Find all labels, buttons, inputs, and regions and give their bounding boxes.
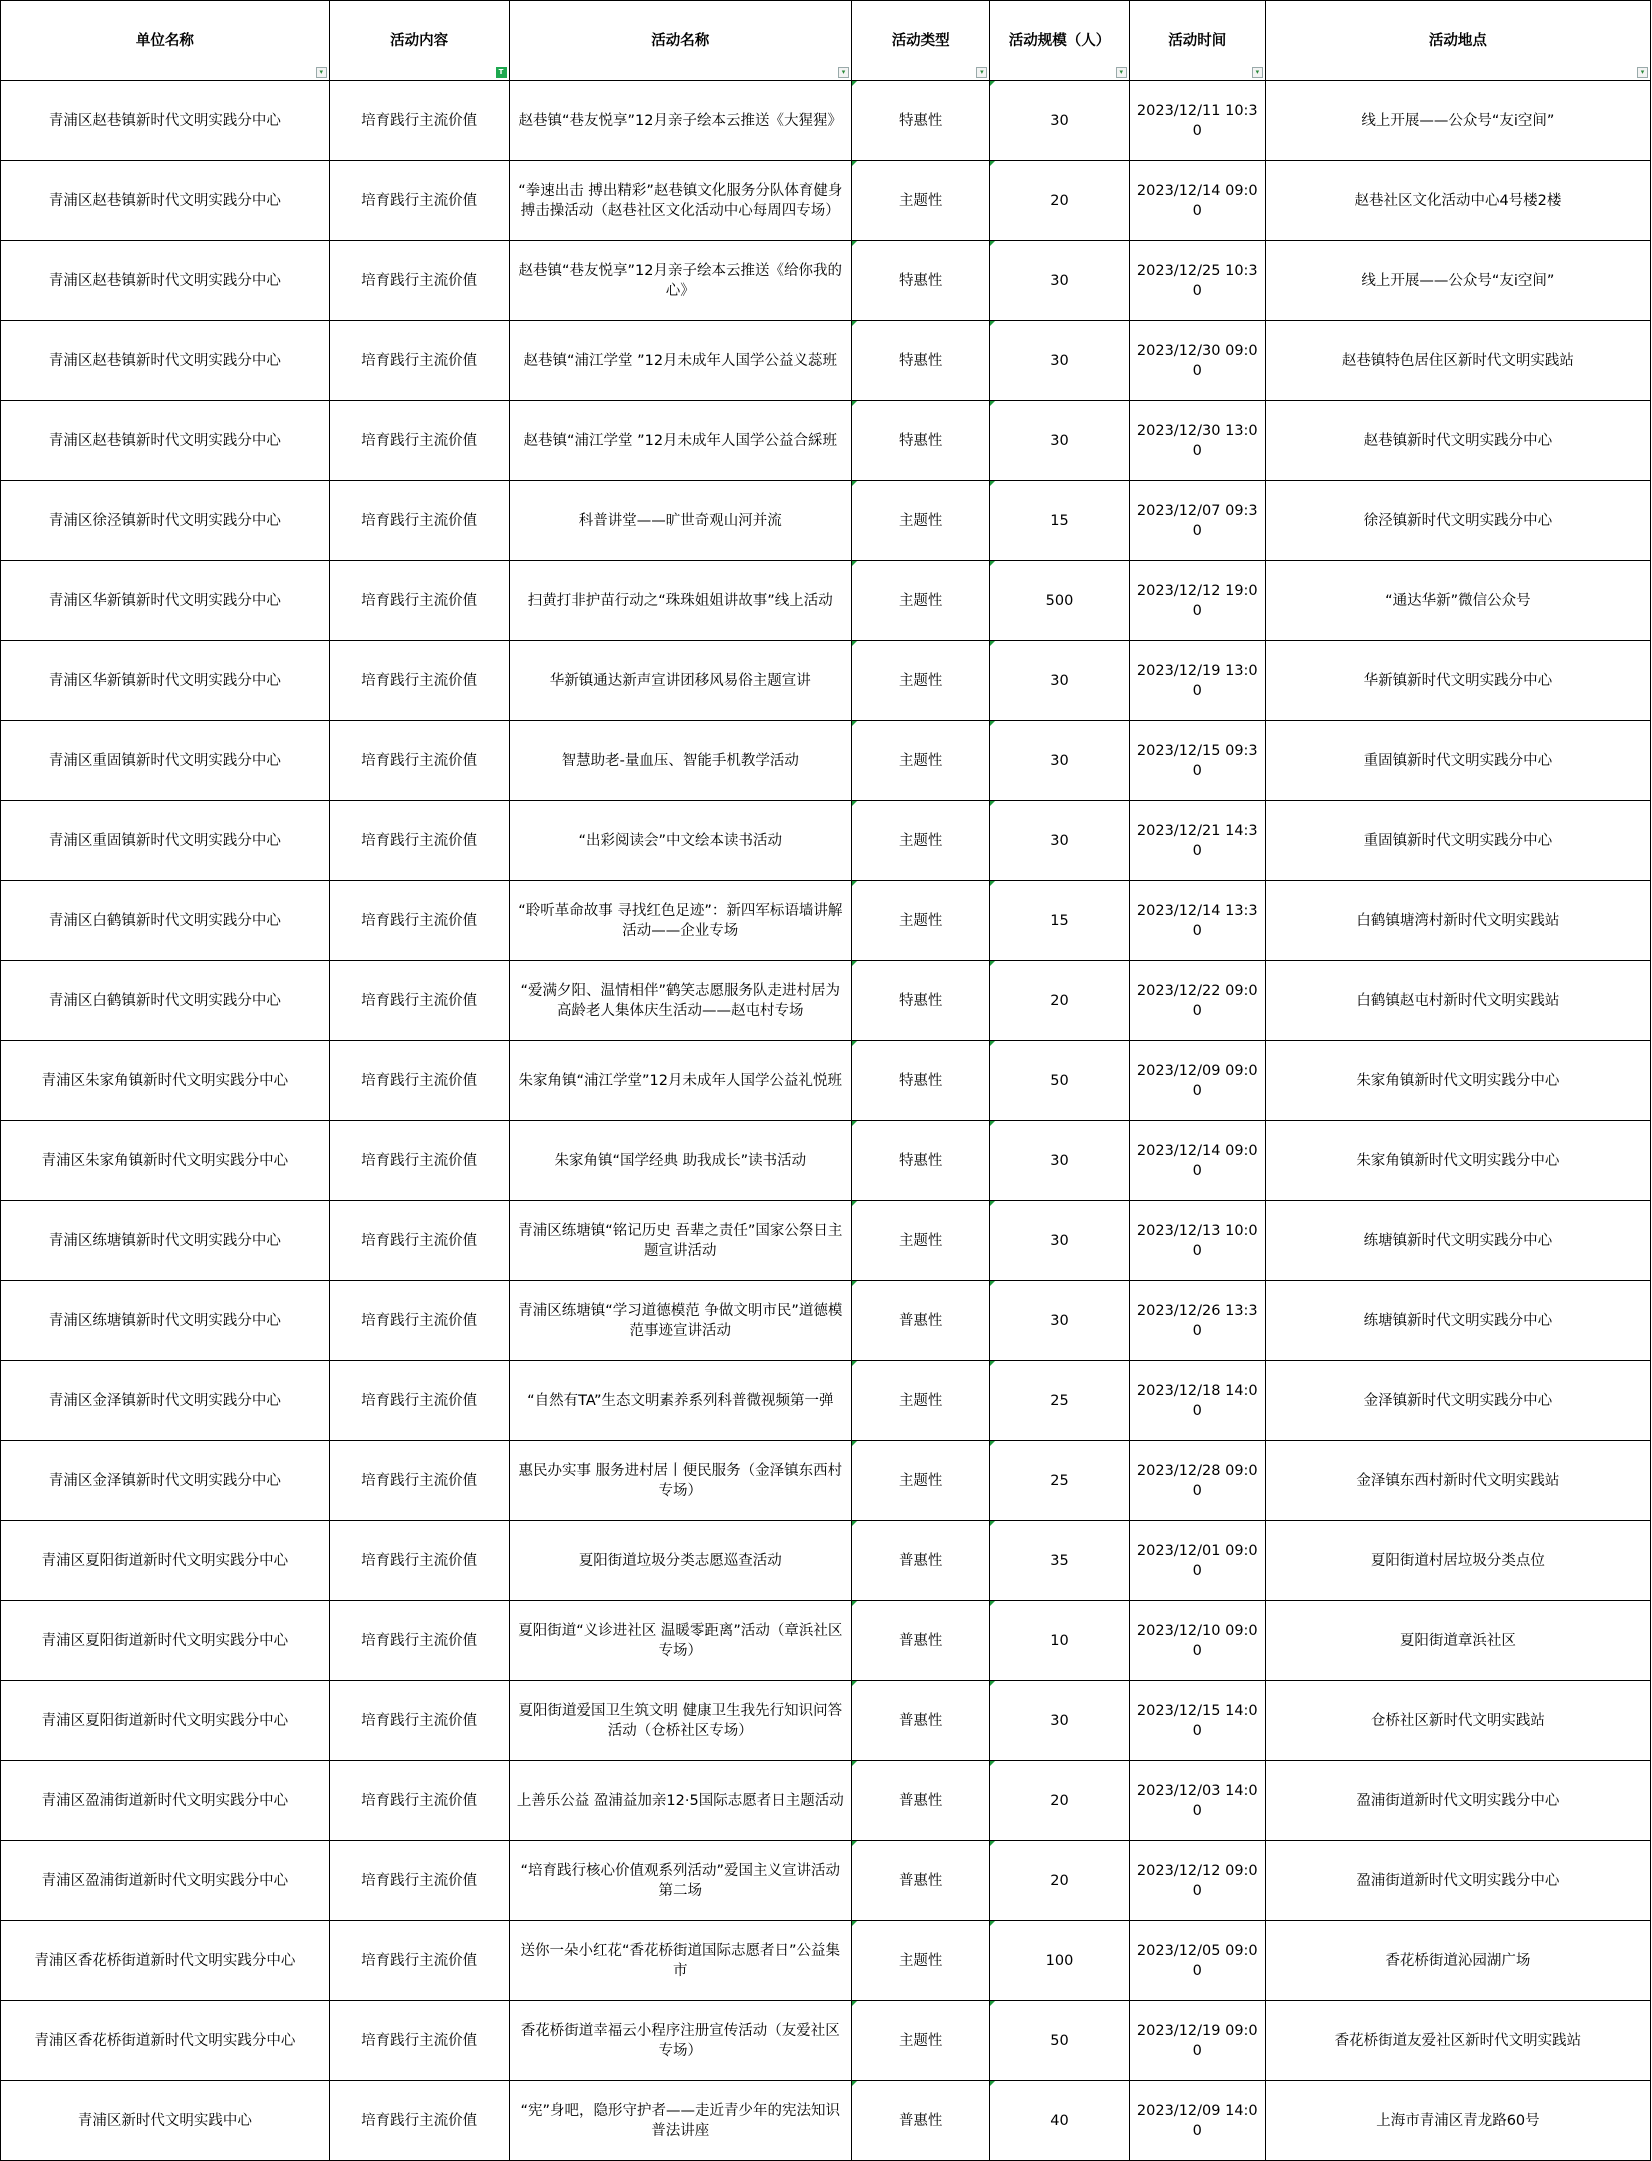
scale-cell[interactable]: 30 xyxy=(990,1121,1129,1201)
unit-name-cell[interactable]: 青浦区重固镇新时代文明实践分中心 xyxy=(1,801,330,881)
filter-dropdown-icon[interactable]: ▾ xyxy=(1252,67,1263,78)
cell-indicator-icon xyxy=(990,81,995,86)
cell-indicator-icon xyxy=(990,1441,995,1446)
scale-cell[interactable]: 500 xyxy=(990,561,1129,641)
cell-indicator-icon xyxy=(852,1761,857,1766)
activity-name-cell[interactable]: 扫黄打非护苗行动之“珠珠姐姐讲故事”线上活动 xyxy=(509,561,852,641)
activity-name-cell[interactable]: 青浦区练塘镇“铭记历史 吾辈之责任”国家公祭日主题宣讲活动 xyxy=(509,1201,852,1281)
cell-indicator-icon xyxy=(852,401,857,406)
scale-cell[interactable]: 50 xyxy=(990,2001,1129,2081)
cell-indicator-icon xyxy=(990,561,995,566)
activity-type-cell[interactable]: 普惠性 xyxy=(852,1761,990,1841)
cell-indicator-icon xyxy=(852,561,857,566)
activity-type-cell[interactable]: 主题性 xyxy=(852,1361,990,1441)
time-cell[interactable]: 2023/12/30 09:00 xyxy=(1129,321,1265,401)
activity-name-cell[interactable]: 华新镇通达新声宣讲团移风易俗主题宣讲 xyxy=(509,641,852,721)
location-cell[interactable]: 朱家角镇新时代文明实践分中心 xyxy=(1265,1041,1650,1121)
activity-type-cell[interactable]: 特惠性 xyxy=(852,241,990,321)
location-cell[interactable]: 赵巷镇特色居住区新时代文明实践站 xyxy=(1265,321,1650,401)
activity-type-cell[interactable]: 特惠性 xyxy=(852,1121,990,1201)
scale-cell[interactable]: 15 xyxy=(990,481,1129,561)
header-label: 活动规模（人） xyxy=(1008,32,1111,49)
time-cell[interactable]: 2023/12/10 09:00 xyxy=(1129,1601,1265,1681)
location-cell[interactable]: 金泽镇新时代文明实践分中心 xyxy=(1265,1361,1650,1441)
content-cell[interactable]: 培育践行主流价值 xyxy=(329,2081,509,2161)
location-cell[interactable]: 香花桥街道友爱社区新时代文明实践站 xyxy=(1265,2001,1650,2081)
table-row xyxy=(1,2081,1651,2161)
time-cell[interactable]: 2023/12/12 09:00 xyxy=(1129,1841,1265,1921)
cell-indicator-icon xyxy=(990,1361,995,1366)
location-cell[interactable]: 线上开展——公众号“友i空间” xyxy=(1265,81,1650,161)
location-cell[interactable]: 练塘镇新时代文明实践分中心 xyxy=(1265,1281,1650,1361)
location-cell[interactable]: 夏阳街道村居垃圾分类点位 xyxy=(1265,1521,1650,1601)
scale-cell[interactable]: 30 xyxy=(990,1201,1129,1281)
content-cell[interactable]: 培育践行主流价值 xyxy=(329,1601,509,1681)
activity-name-cell[interactable]: “拳速出击 搏出精彩”赵巷镇文化服务分队体育健身搏击操活动（赵巷社区文化活动中心每周四专场） xyxy=(509,161,852,241)
content-cell[interactable]: 培育践行主流价值 xyxy=(329,1761,509,1841)
time-cell[interactable]: 2023/12/09 14:00 xyxy=(1129,2081,1265,2161)
activity-type-cell[interactable]: 普惠性 xyxy=(852,1681,990,1761)
cell-indicator-icon xyxy=(990,401,995,406)
scale-cell[interactable]: 30 xyxy=(990,1281,1129,1361)
table-row xyxy=(1,81,1651,161)
unit-name-cell[interactable]: 青浦区赵巷镇新时代文明实践分中心 xyxy=(1,321,330,401)
time-cell[interactable]: 2023/12/15 09:30 xyxy=(1129,721,1265,801)
cell-indicator-icon xyxy=(852,1841,857,1846)
activity-type-cell[interactable]: 普惠性 xyxy=(852,2081,990,2161)
location-cell[interactable]: 徐泾镇新时代文明实践分中心 xyxy=(1265,481,1650,561)
scale-cell[interactable]: 20 xyxy=(990,961,1129,1041)
scale-cell[interactable]: 25 xyxy=(990,1361,1129,1441)
scale-cell[interactable]: 30 xyxy=(990,401,1129,481)
header-label: 活动名称 xyxy=(651,32,710,49)
header-content xyxy=(329,1,509,81)
activity-type-cell[interactable]: 主题性 xyxy=(852,721,990,801)
unit-name-cell[interactable]: 青浦区白鹤镇新时代文明实践分中心 xyxy=(1,881,330,961)
time-cell[interactable]: 2023/12/12 19:00 xyxy=(1129,561,1265,641)
table-row xyxy=(1,561,1651,641)
header-label: 活动时间 xyxy=(1168,32,1227,49)
scale-cell[interactable]: 50 xyxy=(990,1041,1129,1121)
activity-name-cell[interactable]: 智慧助老-量血压、智能手机教学活动 xyxy=(509,721,852,801)
unit-name-cell[interactable]: 青浦区朱家角镇新时代文明实践分中心 xyxy=(1,1041,330,1121)
filter-dropdown-icon[interactable]: ▾ xyxy=(316,67,327,78)
table-row xyxy=(1,1521,1651,1601)
cell-indicator-icon xyxy=(990,161,995,166)
activity-name-cell[interactable]: “爱满夕阳、温情相伴”鹤笑志愿服务队走进村居为高龄老人集体庆生活动——赵屯村专场 xyxy=(509,961,852,1041)
activity-name-cell[interactable]: 夏阳街道爱国卫生筑文明 健康卫生我先行知识问答活动（仓桥社区专场） xyxy=(509,1681,852,1761)
content-cell[interactable]: 培育践行主流价值 xyxy=(329,561,509,641)
cell-indicator-icon xyxy=(852,241,857,246)
unit-name-cell[interactable]: 青浦区赵巷镇新时代文明实践分中心 xyxy=(1,401,330,481)
activity-type-cell[interactable]: 主题性 xyxy=(852,481,990,561)
table-row xyxy=(1,1841,1651,1921)
content-cell[interactable]: 培育践行主流价值 xyxy=(329,241,509,321)
unit-name-cell[interactable]: 青浦区金泽镇新时代文明实践分中心 xyxy=(1,1441,330,1521)
time-cell[interactable]: 2023/12/30 13:00 xyxy=(1129,401,1265,481)
unit-name-cell[interactable]: 青浦区白鹤镇新时代文明实践分中心 xyxy=(1,961,330,1041)
content-cell[interactable]: 培育践行主流价值 xyxy=(329,641,509,721)
location-cell[interactable]: 线上开展——公众号“友i空间” xyxy=(1265,241,1650,321)
content-cell[interactable]: 培育践行主流价值 xyxy=(329,721,509,801)
activity-type-cell[interactable]: 普惠性 xyxy=(852,1601,990,1681)
location-cell[interactable]: 香花桥街道沁园湖广场 xyxy=(1265,1921,1650,2001)
cell-indicator-icon xyxy=(852,1521,857,1526)
cell-indicator-icon xyxy=(990,1601,995,1606)
table-row xyxy=(1,321,1651,401)
cell-indicator-icon xyxy=(990,721,995,726)
activity-name-cell[interactable]: 赵巷镇“浦江学堂 ”12月未成年人国学公益义蕊班 xyxy=(509,321,852,401)
activity-type-cell[interactable]: 主题性 xyxy=(852,641,990,721)
location-cell[interactable]: 重固镇新时代文明实践分中心 xyxy=(1265,721,1650,801)
table-row xyxy=(1,1201,1651,1281)
activity-type-cell[interactable]: 主题性 xyxy=(852,1921,990,2001)
activity-name-cell[interactable]: 上善乐公益 盈浦益加亲12·5国际志愿者日主题活动 xyxy=(509,1761,852,1841)
activity-type-cell[interactable]: 普惠性 xyxy=(852,1281,990,1361)
activity-name-cell[interactable]: 科普讲堂——旷世奇观山河并流 xyxy=(509,481,852,561)
scale-cell[interactable]: 20 xyxy=(990,161,1129,241)
location-cell[interactable]: 白鹤镇塘湾村新时代文明实践站 xyxy=(1265,881,1650,961)
time-cell[interactable]: 2023/12/11 10:30 xyxy=(1129,81,1265,161)
header-scale xyxy=(990,1,1129,81)
scale-cell[interactable]: 30 xyxy=(990,721,1129,801)
cell-indicator-icon xyxy=(852,1041,857,1046)
content-cell[interactable]: 培育践行主流价值 xyxy=(329,2001,509,2081)
activity-name-cell[interactable]: 青浦区练塘镇“学习道德模范 争做文明市民”道德模范事迹宣讲活动 xyxy=(509,1281,852,1361)
unit-name-cell[interactable]: 青浦区盈浦街道新时代文明实践分中心 xyxy=(1,1841,330,1921)
time-cell[interactable]: 2023/12/28 09:00 xyxy=(1129,1441,1265,1521)
time-cell[interactable]: 2023/12/07 09:30 xyxy=(1129,481,1265,561)
cell-indicator-icon xyxy=(990,1681,995,1686)
content-cell[interactable]: 培育践行主流价值 xyxy=(329,161,509,241)
cell-indicator-icon xyxy=(852,801,857,806)
unit-name-cell[interactable]: 青浦区夏阳街道新时代文明实践分中心 xyxy=(1,1521,330,1601)
table-row xyxy=(1,1921,1651,2001)
cell-indicator-icon xyxy=(990,641,995,646)
activity-type-cell[interactable]: 特惠性 xyxy=(852,321,990,401)
content-cell[interactable]: 培育践行主流价值 xyxy=(329,1841,509,1921)
unit-name-cell[interactable]: 青浦区香花桥街道新时代文明实践分中心 xyxy=(1,1921,330,2001)
scale-cell[interactable]: 10 xyxy=(990,1601,1129,1681)
active-filter-icon[interactable]: T xyxy=(496,67,507,78)
cell-indicator-icon xyxy=(990,1201,995,1206)
unit-name-cell[interactable]: 青浦区金泽镇新时代文明实践分中心 xyxy=(1,1361,330,1441)
table-row xyxy=(1,1361,1651,1441)
time-cell[interactable]: 2023/12/15 14:00 xyxy=(1129,1681,1265,1761)
scale-cell[interactable]: 100 xyxy=(990,1921,1129,2001)
activity-type-cell[interactable]: 普惠性 xyxy=(852,1521,990,1601)
unit-name-cell[interactable]: 青浦区华新镇新时代文明实践分中心 xyxy=(1,641,330,721)
time-cell[interactable]: 2023/12/25 10:30 xyxy=(1129,241,1265,321)
content-cell[interactable]: 培育践行主流价值 xyxy=(329,1361,509,1441)
unit-name-cell[interactable]: 青浦区重固镇新时代文明实践分中心 xyxy=(1,721,330,801)
table-row xyxy=(1,1681,1651,1761)
time-cell[interactable]: 2023/12/01 09:00 xyxy=(1129,1521,1265,1601)
content-cell[interactable]: 培育践行主流价值 xyxy=(329,961,509,1041)
time-cell[interactable]: 2023/12/05 09:00 xyxy=(1129,1921,1265,2001)
cell-indicator-icon xyxy=(990,881,995,886)
cell-indicator-icon xyxy=(990,1521,995,1526)
cell-indicator-icon xyxy=(852,641,857,646)
cell-indicator-icon xyxy=(852,161,857,166)
activity-name-cell[interactable]: 赵巷镇“巷友悦享”12月亲子绘本云推送《大猩猩》 xyxy=(509,81,852,161)
unit-name-cell[interactable]: 青浦区徐泾镇新时代文明实践分中心 xyxy=(1,481,330,561)
cell-indicator-icon xyxy=(852,1681,857,1686)
unit-name-cell[interactable]: 青浦区练塘镇新时代文明实践分中心 xyxy=(1,1201,330,1281)
time-cell[interactable]: 2023/12/19 13:00 xyxy=(1129,641,1265,721)
unit-name-cell[interactable]: 青浦区练塘镇新时代文明实践分中心 xyxy=(1,1281,330,1361)
scale-cell[interactable]: 40 xyxy=(990,2081,1129,2161)
cell-indicator-icon xyxy=(990,321,995,326)
table-row xyxy=(1,641,1651,721)
unit-name-cell[interactable]: 青浦区夏阳街道新时代文明实践分中心 xyxy=(1,1681,330,1761)
activity-name-cell[interactable]: “自然有TA”生态文明素养系列科普微视频第一弹 xyxy=(509,1361,852,1441)
activity-type-cell[interactable]: 特惠性 xyxy=(852,961,990,1041)
time-cell[interactable]: 2023/12/13 10:00 xyxy=(1129,1201,1265,1281)
content-cell[interactable]: 培育践行主流价值 xyxy=(329,801,509,881)
table-row xyxy=(1,241,1651,321)
header-activity-name xyxy=(509,1,852,81)
scale-cell[interactable]: 30 xyxy=(990,81,1129,161)
filter-dropdown-icon[interactable]: ▾ xyxy=(1116,67,1127,78)
table-row xyxy=(1,161,1651,241)
table-row xyxy=(1,1041,1651,1121)
cell-indicator-icon xyxy=(990,481,995,486)
cell-indicator-icon xyxy=(852,1361,857,1366)
unit-name-cell[interactable]: 青浦区赵巷镇新时代文明实践分中心 xyxy=(1,161,330,241)
content-cell[interactable]: 培育践行主流价值 xyxy=(329,1041,509,1121)
header-label: 活动地点 xyxy=(1428,32,1487,49)
activity-type-cell[interactable]: 主题性 xyxy=(852,2001,990,2081)
table-row xyxy=(1,801,1651,881)
unit-name-cell[interactable]: 青浦区赵巷镇新时代文明实践分中心 xyxy=(1,81,330,161)
activity-name-cell[interactable]: 夏阳街道“义诊进社区 温暖零距离”活动（章浜社区专场） xyxy=(509,1601,852,1681)
location-cell[interactable]: 赵巷社区文化活动中心4号楼2楼 xyxy=(1265,161,1650,241)
content-cell[interactable]: 培育践行主流价值 xyxy=(329,481,509,561)
location-cell[interactable]: 夏阳街道章浜社区 xyxy=(1265,1601,1650,1681)
header-activity-type xyxy=(852,1,990,81)
activity-name-cell[interactable]: 送你一朵小红花“香花桥街道国际志愿者日”公益集市 xyxy=(509,1921,852,2001)
unit-name-cell[interactable]: 青浦区新时代文明实践中心 xyxy=(1,2081,330,2161)
activity-type-cell[interactable]: 主题性 xyxy=(852,1441,990,1521)
header-unit-name xyxy=(1,1,330,81)
cell-indicator-icon xyxy=(990,241,995,246)
scale-cell[interactable]: 30 xyxy=(990,241,1129,321)
cell-indicator-icon xyxy=(990,1281,995,1286)
cell-indicator-icon xyxy=(990,1841,995,1846)
content-cell[interactable]: 培育践行主流价值 xyxy=(329,401,509,481)
filter-dropdown-icon[interactable]: ▾ xyxy=(1637,67,1648,78)
cell-indicator-icon xyxy=(852,2001,857,2006)
table-row xyxy=(1,481,1651,561)
cell-indicator-icon xyxy=(852,2081,857,2086)
time-cell[interactable]: 2023/12/19 09:00 xyxy=(1129,2001,1265,2081)
activity-name-cell[interactable]: 惠民办实事 服务进村居丨便民服务（金泽镇东西村专场） xyxy=(509,1441,852,1521)
activity-type-cell[interactable]: 主题性 xyxy=(852,881,990,961)
cell-indicator-icon xyxy=(990,961,995,966)
header-row xyxy=(1,1,1651,81)
activity-name-cell[interactable]: “宪”身吧，隐形守护者——走近青少年的宪法知识普法讲座 xyxy=(509,2081,852,2161)
cell-indicator-icon xyxy=(852,1281,857,1286)
scale-cell[interactable]: 20 xyxy=(990,1841,1129,1921)
cell-indicator-icon xyxy=(852,81,857,86)
unit-name-cell[interactable]: 青浦区华新镇新时代文明实践分中心 xyxy=(1,561,330,641)
activity-name-cell[interactable]: “聆听革命故事 寻找红色足迹”：新四军标语墙讲解活动——企业专场 xyxy=(509,881,852,961)
header-location xyxy=(1265,1,1650,81)
activity-type-cell[interactable]: 主题性 xyxy=(852,561,990,641)
header-label: 活动内容 xyxy=(390,32,449,49)
table-row xyxy=(1,1281,1651,1361)
filter-dropdown-icon[interactable]: ▾ xyxy=(838,67,849,78)
location-cell[interactable]: 仓桥社区新时代文明实践站 xyxy=(1265,1681,1650,1761)
activity-type-cell[interactable]: 主题性 xyxy=(852,801,990,881)
header-label: 活动类型 xyxy=(891,32,950,49)
cell-indicator-icon xyxy=(852,721,857,726)
activity-name-cell[interactable]: 朱家角镇“国学经典 助我成长”读书活动 xyxy=(509,1121,852,1201)
unit-name-cell[interactable]: 青浦区夏阳街道新时代文明实践分中心 xyxy=(1,1601,330,1681)
activity-name-cell[interactable]: 香花桥街道幸福云小程序注册宣传活动（友爱社区专场） xyxy=(509,2001,852,2081)
unit-name-cell[interactable]: 青浦区朱家角镇新时代文明实践分中心 xyxy=(1,1121,330,1201)
cell-indicator-icon xyxy=(990,1761,995,1766)
content-cell[interactable]: 培育践行主流价值 xyxy=(329,81,509,161)
cell-indicator-icon xyxy=(852,961,857,966)
unit-name-cell[interactable]: 青浦区赵巷镇新时代文明实践分中心 xyxy=(1,241,330,321)
cell-indicator-icon xyxy=(852,1201,857,1206)
time-cell[interactable]: 2023/12/26 13:30 xyxy=(1129,1281,1265,1361)
cell-indicator-icon xyxy=(852,1121,857,1126)
time-cell[interactable]: 2023/12/14 09:00 xyxy=(1129,161,1265,241)
table-row xyxy=(1,721,1651,801)
location-cell[interactable]: 练塘镇新时代文明实践分中心 xyxy=(1265,1201,1650,1281)
scale-cell[interactable]: 35 xyxy=(990,1521,1129,1601)
cell-indicator-icon xyxy=(990,1921,995,1926)
table-row xyxy=(1,2001,1651,2081)
header-time xyxy=(1129,1,1265,81)
cell-indicator-icon xyxy=(990,1121,995,1126)
location-cell[interactable]: “通达华新”微信公众号 xyxy=(1265,561,1650,641)
cell-indicator-icon xyxy=(852,881,857,886)
scale-cell[interactable]: 30 xyxy=(990,641,1129,721)
location-cell[interactable]: 盈浦街道新时代文明实践分中心 xyxy=(1265,1761,1650,1841)
activity-name-cell[interactable]: 赵巷镇“巷友悦享”12月亲子绘本云推送《给你我的心》 xyxy=(509,241,852,321)
time-cell[interactable]: 2023/12/21 14:30 xyxy=(1129,801,1265,881)
table-row xyxy=(1,881,1651,961)
table-row xyxy=(1,1121,1651,1201)
unit-name-cell[interactable]: 青浦区香花桥街道新时代文明实践分中心 xyxy=(1,2001,330,2081)
time-cell[interactable]: 2023/12/14 13:30 xyxy=(1129,881,1265,961)
location-cell[interactable]: 盈浦街道新时代文明实践分中心 xyxy=(1265,1841,1650,1921)
activity-type-cell[interactable]: 主题性 xyxy=(852,1201,990,1281)
activity-type-cell[interactable]: 特惠性 xyxy=(852,81,990,161)
location-cell[interactable]: 金泽镇东西村新时代文明实践站 xyxy=(1265,1441,1650,1521)
cell-indicator-icon xyxy=(852,1441,857,1446)
scale-cell[interactable]: 30 xyxy=(990,801,1129,881)
activity-type-cell[interactable]: 特惠性 xyxy=(852,1041,990,1121)
content-cell[interactable]: 培育践行主流价值 xyxy=(329,1201,509,1281)
content-cell[interactable]: 培育践行主流价值 xyxy=(329,1281,509,1361)
cell-indicator-icon xyxy=(990,1041,995,1046)
location-cell[interactable]: 朱家角镇新时代文明实践分中心 xyxy=(1265,1121,1650,1201)
content-cell[interactable]: 培育践行主流价值 xyxy=(329,1681,509,1761)
cell-indicator-icon xyxy=(852,1921,857,1926)
time-cell[interactable]: 2023/12/18 14:00 xyxy=(1129,1361,1265,1441)
table-row xyxy=(1,1761,1651,1841)
header-label: 单位名称 xyxy=(135,32,194,49)
activity-name-cell[interactable]: “出彩阅读会”中文绘本读书活动 xyxy=(509,801,852,881)
location-cell[interactable]: 白鹤镇赵屯村新时代文明实践站 xyxy=(1265,961,1650,1041)
filter-dropdown-icon[interactable]: ▾ xyxy=(976,67,987,78)
cell-indicator-icon xyxy=(990,801,995,806)
content-cell[interactable]: 培育践行主流价值 xyxy=(329,321,509,401)
time-cell[interactable]: 2023/12/22 09:00 xyxy=(1129,961,1265,1041)
activity-name-cell[interactable]: “培育践行核心价值观系列活动”爱国主义宣讲活动第二场 xyxy=(509,1841,852,1921)
location-cell[interactable]: 华新镇新时代文明实践分中心 xyxy=(1265,641,1650,721)
content-cell[interactable]: 培育践行主流价值 xyxy=(329,1441,509,1521)
cell-indicator-icon xyxy=(852,481,857,486)
cell-indicator-icon xyxy=(990,2001,995,2006)
time-cell[interactable]: 2023/12/03 14:00 xyxy=(1129,1761,1265,1841)
scale-cell[interactable]: 30 xyxy=(990,1681,1129,1761)
activity-type-cell[interactable]: 特惠性 xyxy=(852,401,990,481)
location-cell[interactable]: 重固镇新时代文明实践分中心 xyxy=(1265,801,1650,881)
table-row xyxy=(1,1441,1651,1521)
cell-indicator-icon xyxy=(852,321,857,326)
content-cell[interactable]: 培育践行主流价值 xyxy=(329,881,509,961)
scale-cell[interactable]: 30 xyxy=(990,321,1129,401)
time-cell[interactable]: 2023/12/14 09:00 xyxy=(1129,1121,1265,1201)
cell-indicator-icon xyxy=(852,1601,857,1606)
scale-cell[interactable]: 20 xyxy=(990,1761,1129,1841)
location-cell[interactable]: 赵巷镇新时代文明实践分中心 xyxy=(1265,401,1650,481)
scale-cell[interactable]: 25 xyxy=(990,1441,1129,1521)
content-cell[interactable]: 培育践行主流价值 xyxy=(329,1121,509,1201)
table-row xyxy=(1,401,1651,481)
scale-cell[interactable]: 15 xyxy=(990,881,1129,961)
time-cell[interactable]: 2023/12/09 09:00 xyxy=(1129,1041,1265,1121)
cell-indicator-icon xyxy=(990,2081,995,2086)
location-cell[interactable]: 上海市青浦区青龙路60号 xyxy=(1265,2081,1650,2161)
content-cell[interactable]: 培育践行主流价值 xyxy=(329,1521,509,1601)
activity-name-cell[interactable]: 朱家角镇“浦江学堂”12月未成年人国学公益礼悦班 xyxy=(509,1041,852,1121)
table-row xyxy=(1,1601,1651,1681)
activity-name-cell[interactable]: 夏阳街道垃圾分类志愿巡查活动 xyxy=(509,1521,852,1601)
activity-name-cell[interactable]: 赵巷镇“浦江学堂 ”12月未成年人国学公益合綵班 xyxy=(509,401,852,481)
content-cell[interactable]: 培育践行主流价值 xyxy=(329,1921,509,2001)
unit-name-cell[interactable]: 青浦区盈浦街道新时代文明实践分中心 xyxy=(1,1761,330,1841)
table-row xyxy=(1,961,1651,1041)
activity-type-cell[interactable]: 普惠性 xyxy=(852,1841,990,1921)
activity-type-cell[interactable]: 主题性 xyxy=(852,161,990,241)
